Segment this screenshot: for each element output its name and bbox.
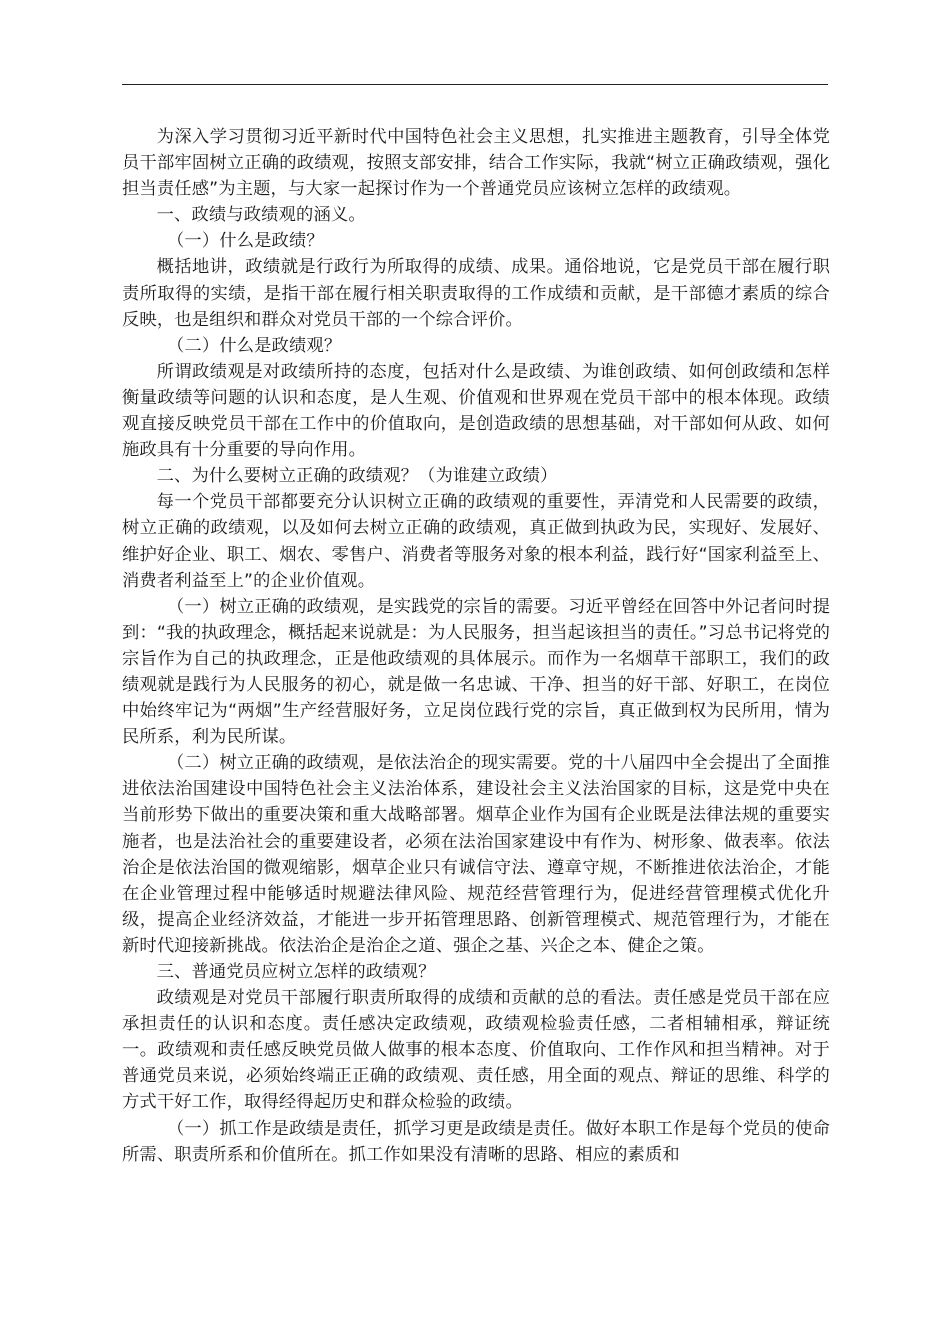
body-paragraph: 每一个党员干部都要充分认识树立正确的政绩观的重要性，弄清党和人民需要的政绩，树立正确的政绩观，以及如何去树立正确的政绩观，真正做到执政为民，实现好、发展好、维护好企业、职工、烟农、零售户、消费者等服务对象的根本利益，践行好“国家利益至上、消费者利益至上”的企业价值观。	[122, 492, 830, 591]
section-heading-3: 三、普通党员应树立怎样的政绩观？	[156, 962, 436, 982]
body-paragraph: 所谓政绩观是对政绩所持的态度，包括对什么是政绩、为谁创政绩、如何创政绩和怎样衡量政绩等问题的认识和态度，是人生观、价值观和世界观在党员干部中的根本体现。政绩观直接反映党员干部在工作中的价值取向，是创造政绩的思想基础，对干部如何从政、如何施政具有十分重要的导向作用。	[122, 361, 830, 461]
body-paragraph: 政绩观是对党员干部履行职责所取得的成绩和贡献的总的看法。责任感是党员干部在应承担责任的认识和态度。责任感决定政绩观，政绩观检验责任感，二者相辅相承，辩证统一。政绩观和责任感反映党员做人做事的根本态度、价值取向、工作作风和担当精神。对于普通党员来说，必须始终端正正确的政绩观、责任感，用全面的观点、辩证的思维、科学的方式干好工作，取得经得起历史和群众检验的政绩。	[122, 988, 830, 1113]
header-rule	[122, 84, 828, 85]
subsection-heading-1-1: （一）什么是政绩？	[166, 231, 324, 252]
subsection-heading-1-2: （二）什么是政绩观？	[166, 335, 342, 356]
body-paragraph-2-1: （一）树立正确的政绩观，是实践党的宗旨的需要。习近平曾经在回答中外记者问时提到：“我的执政理念，概括起来说就是：为人民服务，担当起该担当的责任。”习总书记将党的宗旨作为自己的执政理念，正是他政绩观的具体展示。而作为一名烟草干部职工，我们的政绩观就是践行为人民服务的初心，就是做一名忠诚、干净、担当的好干部、好职工，在岗位中始终牢记为“两烟”生产经营服好务，立足岗位践行党的宗旨，真正做到权为民所用，情为民所系，利为民所谋。	[122, 596, 830, 748]
intro-paragraph: 为深入学习贯彻习近平新时代中国特色社会主义思想，扎实推进主题教育，引导全体党员干部牢固树立正确的政绩观，按照支部安排，结合工作实际，我就“树立正确政绩观，强化担当责任感”为主题，与大家一起探讨作为一个普通党员应该树立怎样的政绩观。	[122, 127, 830, 200]
body-paragraph-2-2: （二）树立正确的政绩观，是依法治企的现实需要。党的十八届四中全会提出了全面推进依法治国建设中国特色社会主义法治体系，建设社会主义法治国家的目标，这是党中央在当前形势下做出的重要决策和重大战略部署。烟草企业作为国有企业既是法律法规的重要实施者，也是法治社会的重要建设者，必须在法治国家建设中有作为、树形象、做表率。依法治企是依法治国的微观缩影，烟草企业只有诚信守法、遵章守规，不断推进依法治企，才能在企业管理过程中能够适时规避法律风险、规范经营管理行为，促进经营管理模式优化升级，提高企业经济效益，才能进一步开拓管理思路、创新管理模式、规范管理行为，才能在新时代迎接新挑战。依法治企是治企之道、强企之基、兴企之本、健企之策。	[122, 753, 830, 956]
section-heading-1: 一、政绩与政绩观的涵义。	[156, 205, 366, 226]
section-heading-2: 二、为什么要树立正确的政绩观？（为谁建立政绩）	[156, 466, 558, 487]
body-paragraph-3-1: （一）抓工作是政绩是责任，抓学习更是政绩是责任。做好本职工作是每个党员的使命所需、职责所系和价值所在。抓工作如果没有清晰的思路、相应的素质和	[122, 1118, 830, 1165]
body-paragraph: 概括地讲，政绩就是行政行为所取得的成绩、成果。通俗地说，它是党员干部在履行职责所取得的实绩，是指干部在履行相关职责取得的工作成绩和贡献，是干部德才素质的综合反映，也是组织和群众对党员干部的一个综合评价。	[122, 257, 830, 330]
document-body	[122, 124, 830, 1168]
